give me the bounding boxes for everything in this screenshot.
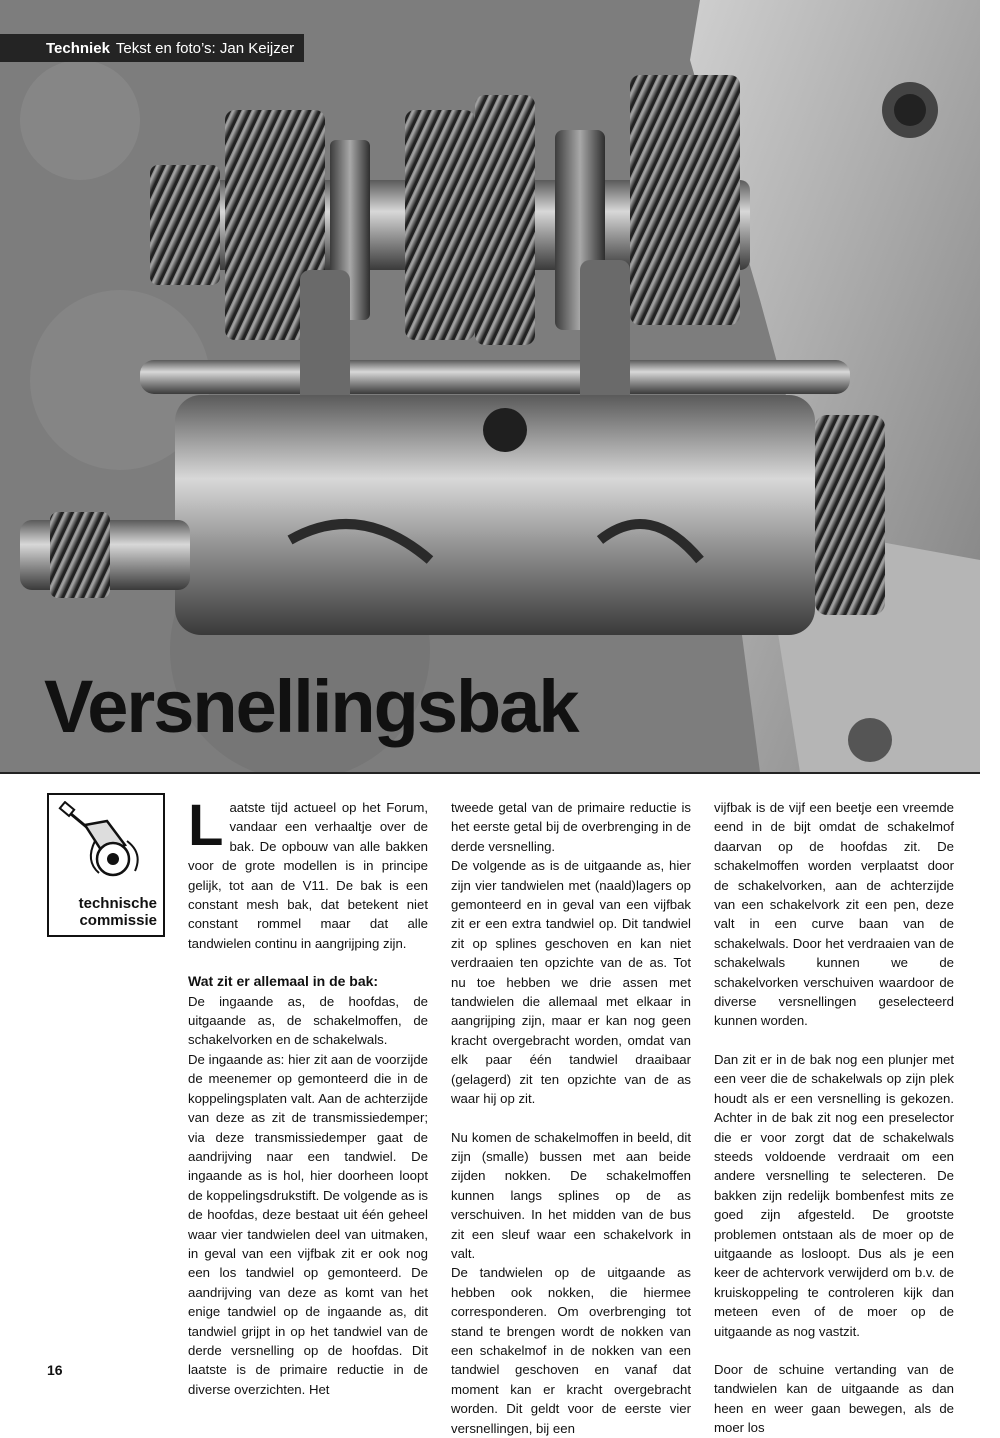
technische-commissie-logo: [47, 793, 165, 937]
page-number: 16: [47, 1362, 63, 1378]
paragraph-8: Dan zit er in de bak nog een plunjer met een veer die de schakelwals op zijn plek houdt als er een versnelling is gekozen. Achter in de bak zit nog een preselector die er voor zorgt dat de schakelwals steeds voldoende verdraait om een andere versnelling te selecteren. De bakken zijn redelijk bombenfest mits ze goed zijn afgesteld. De grootste problemen ontstaan als de moer op de uitgaande as losloopt. Dus als je een keer de achtervork verwijderd om b.v. de kruiskoppeling te controleren kijk dan meteen even of de moer op de uitgaande as nog vastzit.: [714, 1051, 954, 1339]
paragraph-5: Nu komen de schakelmoffen in beeld, dit zijn (smalle) bussen met aan beide zijden nokken. De schakelmoffen kunnen langs splines op de as verschuiven. In het midden van de bus zit een sleuf waar een schakelvork in valt.: [451, 1129, 691, 1261]
crankshaft-icon: [55, 801, 155, 881]
section-label: Techniek: [46, 39, 110, 57]
author-credit: Tekst en foto’s: Jan Keijzer: [115, 39, 295, 57]
paragraph-2: De ingaande as: hier zit aan de voorzijde de meenemer op gemonteerd die in de koppelingsplaten valt. Aan de achterzijde van deze as zit de transmissiedemper; via deze transmissiedemper gaat de aandrijving naar een tandwiel. De ingaande as is hol, hier doorheen loopt de koppelingsdrukstift. De volgende as is de hoofdas, deze bestaat uit één geheel waar vier tandwielen deel van uitmaken, in geval van een vijfbak zit er ook nog een los tandwiel op gemonteerd. De aandrijving van deze as komt van het enige tandwiel op de ingaande as, dit tandwiel grijpt in op het tandwiel van de derde versnelling op de hoofdas. Dit laatste is de primaire reductie in de diverse overzichten. Het: [188, 1051, 428, 1397]
section-header: [0, 34, 304, 62]
hero-divider: [0, 772, 980, 774]
paragraph-9: Door de schuine vertanding van de tandwielen kan de uitgaande as dan heen en weer gaan bewegen, als de moer los: [714, 1361, 954, 1436]
paragraph-7: vijfbak is de vijf een beetje een vreemde eend in de bijt omdat de schakelmof daarvan op de hoofdas zit. De schakelmoffen worden verplaatst door de schakelvorken, aan de achterzijde van een schakelvork zit een pen, deze valt in een curve baan van de schakelwals. Door het verdraaien van de schakelwals kunnen we de schakelvorken verschuiven waardoor de diverse versnellingen geselecteerd kunnen worden.: [714, 800, 954, 1029]
paragraph-6: De tandwielen op de uitgaande as hebben ook nokken, die hiermee corresponderen. Om overbrenging tot stand te brengen wordt de nokken van een schakelmof in de nokken van een tandwiel geschoven en vanaf dat moment kan er kracht overgebracht worden. Dit geldt voor de eerste vier versnellingen, bij een: [451, 1265, 691, 1436]
text-column-3: [714, 798, 954, 1438]
logo-line-2: commissie: [79, 912, 157, 929]
paragraph-4: De volgende as is de uitgaande as, hier zijn vier tandwielen met (naald)lagers op gemonteerd en in geval van een vijfbak zit er een extra tandwiel op. Dit tandwiel zit op splines geschoven en kan niet verdraaien ten opzichte van de as. Tot nu toe hebben we drie assen met tandwielen die allemaal met elkaar in aangrijping zijn, maar er kan nog geen kracht overgebracht worden, omdat van elk paar één tandwiel draaibaar (gelagerd) zit ten opzichte van de as waar hij op zit.: [451, 858, 691, 1107]
intro-text: aatste tijd actueel op het Forum, vandaar een verhaaltje over de bak. De opbouw van alle bakken voor de grote modellen is in principe gelijk, tot aan de V11. De bak is een constant mesh bak, dat betekent niet constant rommel maar dat alle tandwielen continu in aangrijping zijn.: [188, 800, 428, 951]
paragraph-3: tweede getal van de primaire reductie is het eerste getal bij de overbrenging in de derde versnelling.: [451, 800, 691, 854]
article-title: Versnellingsbak: [44, 665, 578, 748]
text-column-2: [451, 798, 691, 1438]
subheading: Wat zit er allemaal in de bak:: [188, 973, 379, 990]
logo-line-1: technische: [78, 895, 157, 912]
drop-cap: L: [188, 793, 224, 858]
intro-paragraph: [188, 793, 428, 953]
text-column-1: [188, 793, 428, 1399]
logo-text: [79, 895, 157, 929]
paragraph-1: De ingaande as, de hoofdas, de uitgaande as, de schakelmoffen, de schakelvorken en de schakelwals.: [188, 993, 428, 1048]
